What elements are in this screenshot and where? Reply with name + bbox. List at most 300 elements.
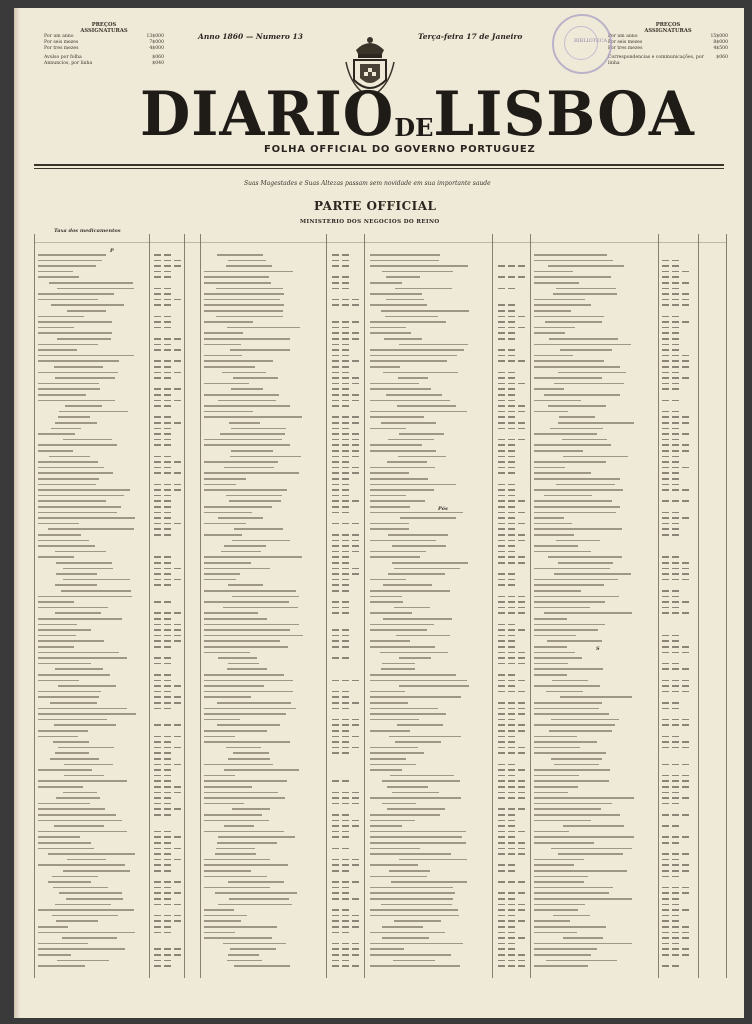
table-cell-value — [672, 411, 679, 413]
table-cell-value — [518, 607, 525, 609]
table-cell-value — [164, 299, 171, 301]
table-cell-value — [154, 904, 161, 906]
table-cell-value — [508, 797, 515, 799]
table-row — [224, 769, 299, 771]
table-cell-value — [662, 416, 669, 418]
table-cell-value — [508, 635, 515, 637]
table-row — [38, 691, 101, 693]
table-row — [38, 786, 83, 788]
table-row — [370, 691, 405, 693]
table-row — [38, 260, 102, 262]
table-cell-value — [154, 500, 161, 502]
table-cell-value — [508, 780, 515, 782]
table-cell-value — [508, 304, 515, 306]
table-cell-value — [342, 881, 349, 883]
table-cell-value — [518, 265, 525, 267]
table-cell-value — [508, 825, 515, 827]
table-row — [54, 724, 116, 726]
table-cell-value — [508, 551, 515, 553]
table-row — [38, 360, 119, 362]
table-cell-value — [662, 887, 669, 889]
table-cell-value — [332, 484, 339, 486]
table-cell-value — [498, 797, 505, 799]
table-row — [56, 573, 97, 575]
table-row — [64, 775, 105, 777]
table-cell-value — [164, 584, 171, 586]
table-row — [38, 299, 98, 301]
table-cell-value — [672, 299, 679, 301]
table-cell-value — [662, 741, 669, 743]
table-cell-value — [672, 853, 679, 855]
table-cell-value — [508, 646, 515, 648]
table-row — [53, 741, 89, 743]
header-rule-thin — [34, 168, 724, 169]
table-cell-value — [154, 260, 161, 262]
table-row — [534, 444, 611, 446]
table-row — [534, 780, 609, 782]
table-cell-value — [342, 467, 349, 469]
table-cell-value — [662, 864, 669, 866]
table-row — [62, 937, 117, 939]
table-row — [390, 775, 454, 777]
table-cell-value — [164, 741, 171, 743]
table-row — [204, 601, 289, 603]
table-row — [559, 416, 595, 418]
table-cell-value — [682, 355, 689, 357]
table-cell-value — [508, 467, 515, 469]
table-row — [534, 775, 579, 777]
table-column-rule — [726, 234, 727, 978]
table-cell-value — [672, 512, 679, 514]
table-row — [386, 394, 442, 396]
table-cell-value — [164, 691, 171, 693]
table-cell-value — [498, 288, 505, 290]
table-cell-value — [154, 864, 161, 866]
table-row — [204, 932, 235, 934]
table-row — [392, 545, 446, 547]
table-row — [204, 736, 235, 738]
table-cell-value — [508, 338, 515, 340]
table-cell-value — [498, 338, 505, 340]
table-row — [534, 344, 631, 346]
table-cell-value — [342, 730, 349, 732]
table-cell-value — [518, 769, 525, 771]
table-cell-value — [682, 937, 689, 939]
table-cell-value — [672, 444, 679, 446]
table-cell-value — [174, 629, 181, 631]
table-row — [370, 909, 458, 911]
table-row — [204, 484, 236, 486]
table-cell-value — [342, 523, 349, 525]
table-cell-value — [332, 915, 339, 917]
table-cell-value — [342, 831, 349, 833]
table-cell-value — [662, 377, 669, 379]
table-row — [59, 411, 128, 413]
table-cell-value — [518, 920, 525, 922]
table-row — [534, 646, 567, 648]
table-cell-value — [332, 848, 339, 850]
table-cell-value — [518, 629, 525, 631]
table-row — [394, 607, 429, 609]
table-row — [226, 265, 272, 267]
table-row — [38, 618, 122, 620]
table-cell-value — [352, 943, 359, 945]
table-row — [50, 702, 97, 704]
table-cell-value — [498, 556, 505, 558]
table-cell-value — [342, 360, 349, 362]
table-cell-value — [342, 573, 349, 575]
table-cell-value — [342, 456, 349, 458]
masthead-diario: DIARIO — [140, 78, 395, 150]
table-cell-value — [342, 825, 349, 827]
table-cell-value — [518, 439, 525, 441]
table-cell-value — [332, 439, 339, 441]
table-row — [204, 489, 287, 491]
table-row — [534, 803, 612, 805]
table-cell-value — [518, 881, 525, 883]
table-cell-value — [682, 500, 689, 502]
table-cell-value — [352, 394, 359, 396]
table-cell-value — [662, 612, 669, 614]
table-cell-value — [164, 758, 171, 760]
price-box-subtitle: ASSIGNATURAS — [644, 28, 692, 34]
table-cell-value — [508, 523, 515, 525]
table-cell-value — [154, 288, 161, 290]
table-cell-value — [164, 881, 171, 883]
table-row — [534, 724, 615, 726]
table-cell-value — [662, 954, 669, 956]
table-cell-value — [332, 607, 339, 609]
table-row — [48, 853, 135, 855]
price-box-subtitle: ASSIGNATURAS — [80, 28, 128, 34]
table-cell-value — [342, 859, 349, 861]
table-cell-value — [498, 702, 505, 704]
table-cell-value — [154, 954, 161, 956]
table-cell-value — [672, 489, 679, 491]
table-cell-value — [498, 685, 505, 687]
table-cell-value — [154, 254, 161, 256]
table-cell-value — [332, 926, 339, 928]
table-cell-value — [154, 892, 161, 894]
table-cell-value — [498, 932, 505, 934]
table-row — [370, 915, 459, 917]
table-cell-value — [352, 915, 359, 917]
table-row — [534, 316, 604, 318]
table-cell-value — [342, 915, 349, 917]
price-box-title: PREÇOS — [655, 22, 681, 28]
table-cell-value — [518, 691, 525, 693]
table-row — [38, 601, 74, 603]
table-cell-value — [682, 321, 689, 323]
table-row — [38, 652, 119, 654]
table-cell-value — [508, 937, 515, 939]
table-row — [534, 831, 569, 833]
table-cell-value — [332, 601, 339, 603]
table-cell-value — [662, 422, 669, 424]
table-cell-value — [342, 383, 349, 385]
table-cell-value — [508, 892, 515, 894]
table-cell-value — [154, 456, 161, 458]
table-row — [560, 349, 612, 351]
table-row — [230, 948, 276, 950]
table-cell-value — [518, 730, 525, 732]
table-cell-value — [154, 702, 161, 704]
table-cell-value — [672, 500, 679, 502]
table-cell-value — [508, 691, 515, 693]
table-cell-value — [164, 842, 171, 844]
table-row — [399, 344, 469, 346]
table-cell-value — [518, 808, 525, 810]
table-cell-value — [342, 394, 349, 396]
table-row — [534, 948, 597, 950]
table-cell-value — [352, 304, 359, 306]
table-row — [233, 752, 269, 754]
table-cell-value — [164, 388, 171, 390]
table-row — [534, 304, 591, 306]
table-row — [370, 646, 435, 648]
table-cell-value — [342, 892, 349, 894]
table-cell-value — [342, 338, 349, 340]
table-cell-value — [662, 288, 669, 290]
table-row — [394, 920, 441, 922]
table-cell-value — [154, 612, 161, 614]
table-cell-value — [508, 450, 515, 452]
table-cell-value — [508, 321, 515, 323]
table-row — [63, 568, 113, 570]
table-row — [233, 377, 278, 379]
table-row — [534, 512, 616, 514]
table-cell-value — [672, 461, 679, 463]
table-cell-value — [154, 960, 161, 962]
table-cell-value — [518, 657, 525, 659]
table-row — [38, 512, 117, 514]
table-row — [394, 568, 460, 570]
table-row — [38, 265, 96, 267]
table-row — [370, 764, 416, 766]
table-cell-value — [672, 635, 679, 637]
table-cell-value — [508, 640, 515, 642]
table-row — [534, 545, 578, 547]
table-cell-value — [154, 870, 161, 872]
table-cell-value — [508, 388, 515, 390]
table-cell-value — [682, 764, 689, 766]
table-row — [61, 590, 131, 592]
table-cell-value — [682, 741, 689, 743]
table-cell-value — [352, 523, 359, 525]
table-cell-value — [672, 456, 679, 458]
table-row — [534, 786, 578, 788]
table-row — [370, 943, 463, 945]
table-row — [395, 288, 451, 290]
table-cell-value — [332, 456, 339, 458]
table-row — [370, 366, 400, 368]
table-row — [534, 528, 622, 530]
table-row — [370, 383, 419, 385]
table-cell-value — [508, 405, 515, 407]
table-column-rule — [34, 234, 35, 978]
table-row — [38, 780, 127, 782]
table-row — [558, 562, 613, 564]
price-row: Por um anno 13$000 — [44, 34, 164, 39]
table-cell-value — [508, 428, 515, 430]
table-cell-value — [518, 965, 525, 967]
table-cell-value — [498, 422, 505, 424]
table-row — [370, 260, 439, 262]
masthead-lisboa: LISBOA — [433, 78, 695, 150]
table-cell-value — [508, 730, 515, 732]
table-cell-value — [672, 366, 679, 368]
table-cell-value — [672, 355, 679, 357]
table-cell-value — [662, 265, 669, 267]
table-cell-value — [498, 349, 505, 351]
table-cell-value — [508, 562, 515, 564]
table-cell-value — [508, 495, 515, 497]
table-cell-value — [662, 579, 669, 581]
table-cell-value — [164, 444, 171, 446]
table-cell-value — [682, 568, 689, 570]
table-row — [231, 428, 285, 430]
stamp-label: BIBLIOTECA — [574, 38, 608, 44]
table-column-rule — [200, 234, 201, 978]
table-row — [204, 909, 234, 911]
table-row — [38, 534, 81, 536]
table-cell-value — [332, 344, 339, 346]
table-cell-value — [518, 534, 525, 536]
table-cell-value — [342, 422, 349, 424]
table-row — [230, 349, 289, 351]
price-row: Correspondencias e communicações, por linha $060 — [608, 55, 728, 66]
table-row — [370, 428, 406, 430]
table-cell-value — [342, 332, 349, 334]
table-cell-value — [672, 954, 679, 956]
table-row — [370, 898, 453, 900]
table-row — [38, 461, 98, 463]
table-cell-value — [662, 596, 669, 598]
table-row — [38, 506, 121, 508]
table-cell-value — [662, 523, 669, 525]
table-cell-value — [518, 752, 525, 754]
table-cell-value — [154, 349, 161, 351]
table-cell-value — [332, 568, 339, 570]
table-row — [48, 881, 91, 883]
table-row — [204, 820, 269, 822]
table-cell-value — [508, 377, 515, 379]
table-row — [38, 646, 74, 648]
table-cell-value — [662, 724, 669, 726]
table-cell-value — [342, 579, 349, 581]
table-cell-value — [498, 310, 505, 312]
table-cell-value — [498, 355, 505, 357]
table-cell-value — [498, 439, 505, 441]
table-cell-value — [154, 775, 161, 777]
table-cell-value — [352, 926, 359, 928]
table-row — [204, 299, 280, 301]
table-cell-value — [342, 612, 349, 614]
table-row — [204, 472, 299, 474]
table-cell-value — [662, 478, 669, 480]
table-cell-value — [672, 736, 679, 738]
table-row — [216, 288, 283, 290]
table-row — [388, 534, 448, 536]
table-row — [55, 904, 111, 906]
table-row — [66, 898, 123, 900]
table-cell-value — [342, 265, 349, 267]
table-cell-value — [508, 808, 515, 810]
table-cell-value — [518, 596, 525, 598]
table-row — [38, 842, 91, 844]
table-cell-value — [682, 360, 689, 362]
table-cell-value — [508, 652, 515, 654]
table-cell-value — [164, 898, 171, 900]
table-cell-value — [518, 652, 525, 654]
table-cell-value — [662, 797, 669, 799]
table-row — [38, 954, 71, 956]
table-cell-value — [672, 271, 679, 273]
table-cell-value — [672, 668, 679, 670]
table-cell-value — [164, 265, 171, 267]
table-row — [54, 825, 104, 827]
table-cell-value — [154, 680, 161, 682]
table-cell-value — [498, 892, 505, 894]
table-cell-value — [672, 652, 679, 654]
table-row — [232, 596, 298, 598]
table-cell-value — [164, 433, 171, 435]
table-cell-value — [662, 965, 669, 967]
table-cell-value — [498, 383, 505, 385]
table-row — [229, 500, 281, 502]
table-cell-value — [342, 780, 349, 782]
table-row — [534, 663, 568, 665]
table-row — [534, 898, 632, 900]
table-cell-value — [332, 948, 339, 950]
table-cell-value — [498, 265, 505, 267]
table-row — [204, 411, 253, 413]
table-cell-value — [662, 299, 669, 301]
table-cell-value — [332, 304, 339, 306]
table-cell-value — [174, 948, 181, 950]
table-cell-value — [508, 713, 515, 715]
table-row — [534, 478, 620, 480]
table-row — [551, 719, 619, 721]
table-cell-value — [332, 405, 339, 407]
table-cell-value — [498, 909, 505, 911]
table-cell-value — [342, 551, 349, 553]
table-cell-value — [498, 523, 505, 525]
table-cell-value — [662, 456, 669, 458]
table-header-rule — [34, 242, 726, 243]
table-row — [51, 304, 123, 306]
table-cell-value — [672, 663, 679, 665]
table-row — [38, 932, 135, 934]
table-row — [370, 506, 410, 508]
table-row — [232, 808, 270, 810]
table-cell-value — [352, 321, 359, 323]
table-cell-value — [682, 450, 689, 452]
newspaper-page — [14, 8, 744, 1018]
table-row — [370, 876, 427, 878]
table-row — [370, 932, 445, 934]
table-row — [204, 780, 287, 782]
table-cell-value — [682, 304, 689, 306]
table-cell-value — [508, 948, 515, 950]
table-row — [55, 551, 106, 553]
table-row — [386, 276, 420, 278]
table-cell-value — [672, 685, 679, 687]
table-cell-value — [682, 870, 689, 872]
table-row — [392, 562, 468, 564]
table-row — [534, 400, 581, 402]
table-row — [38, 500, 106, 502]
